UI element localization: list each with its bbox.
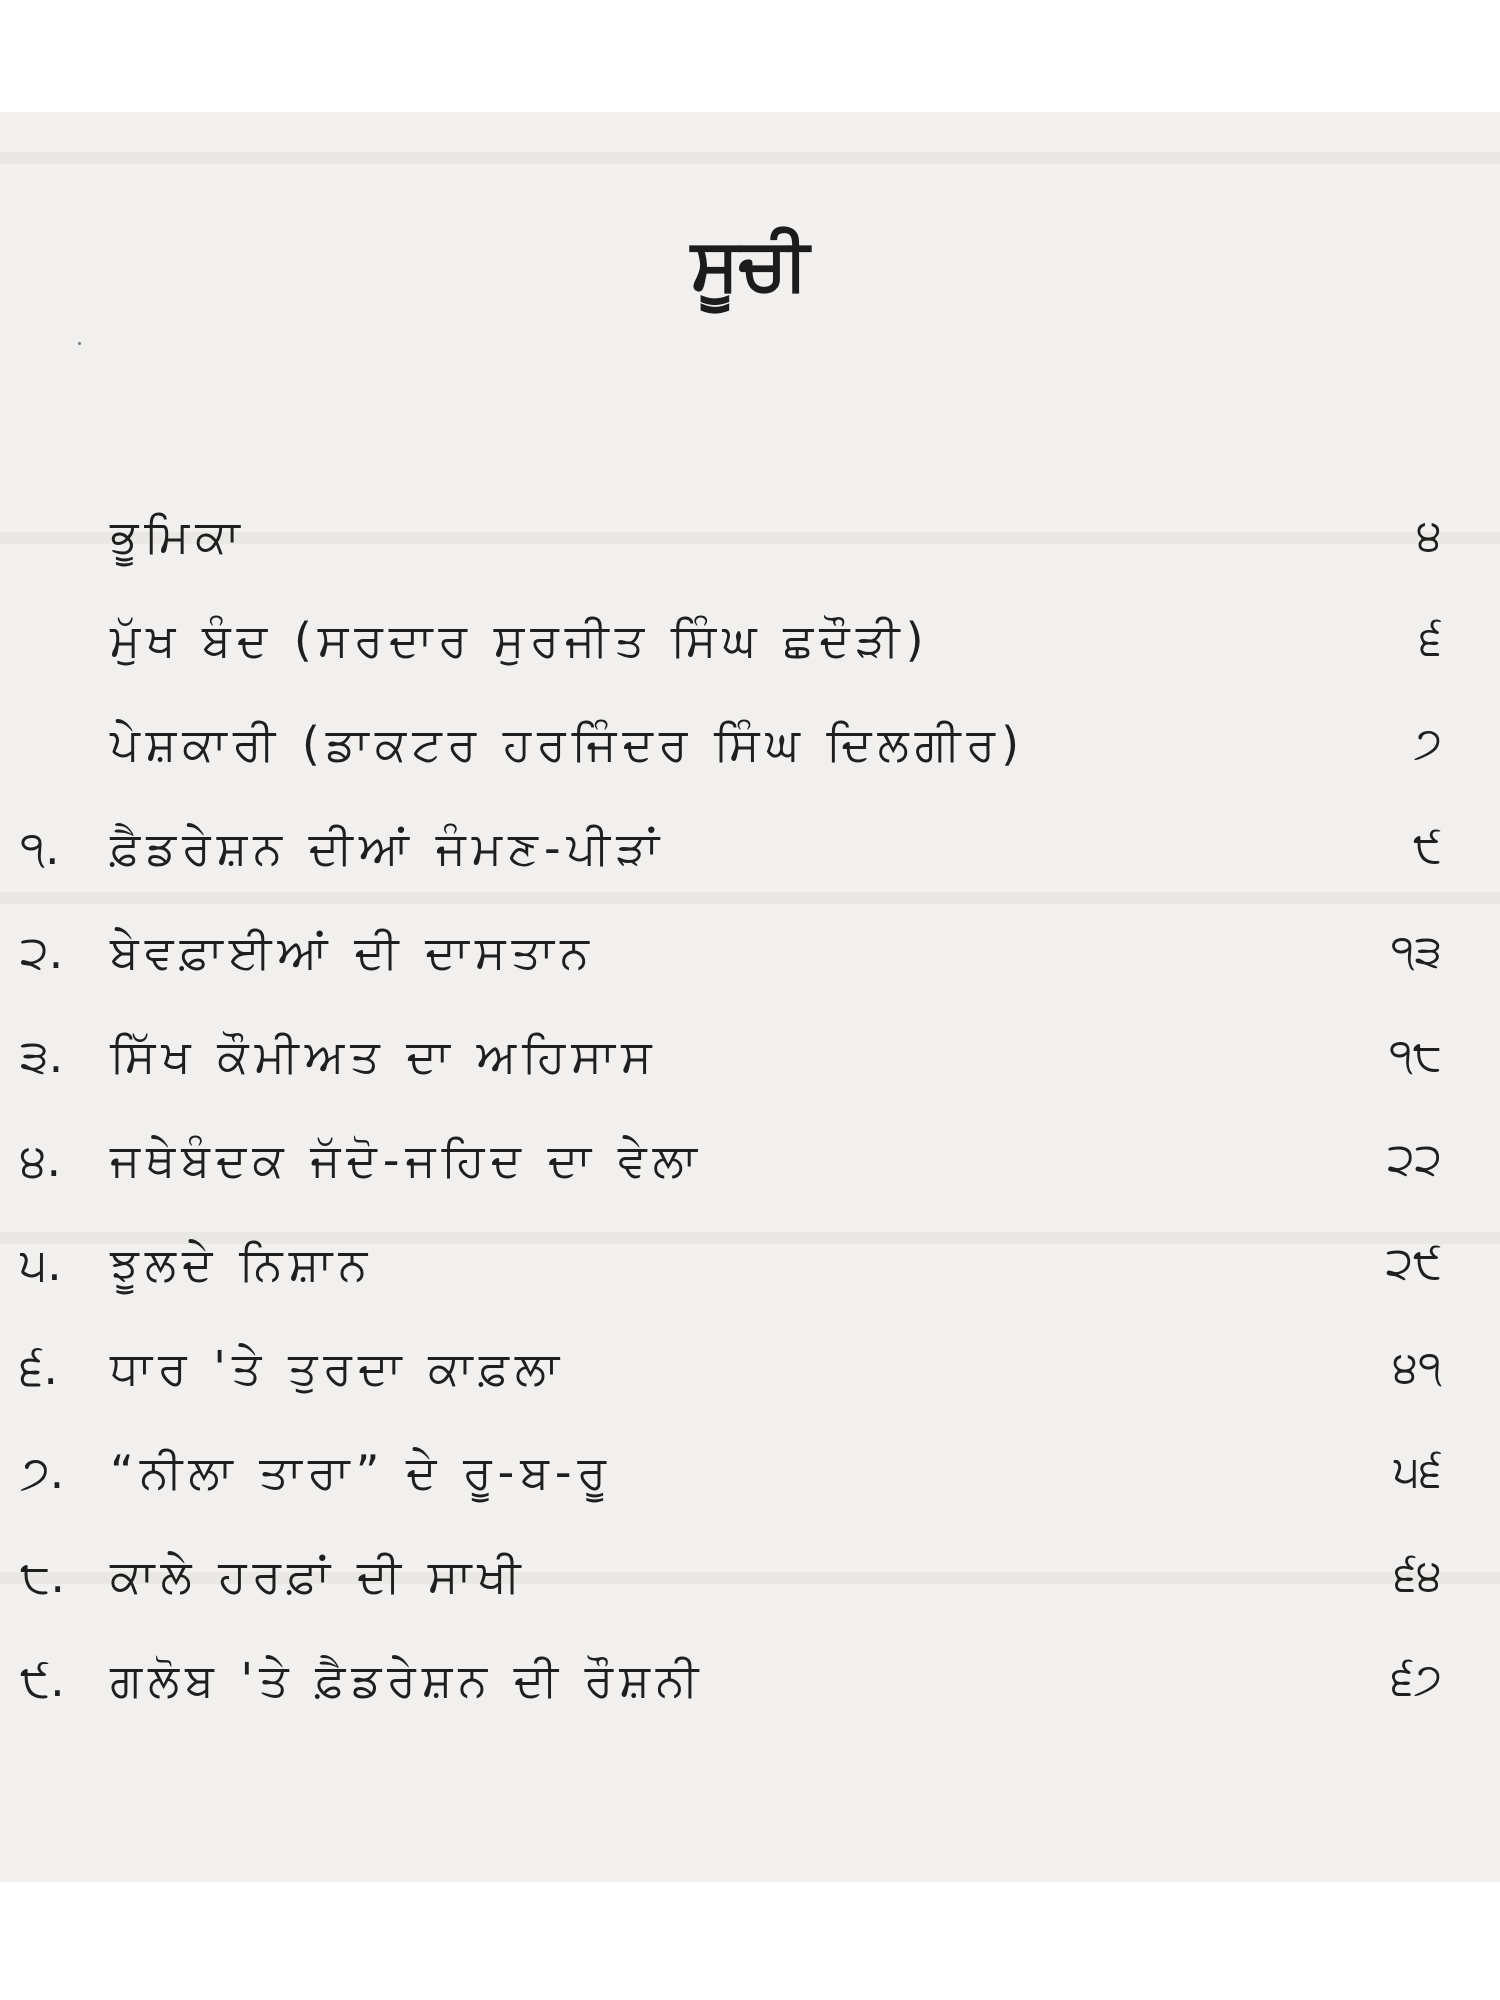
toc-entry-number: ੩. [20, 1029, 64, 1083]
toc-entry-title: ਬੇਵਫ਼ਾਈਆਂ ਦੀ ਦਾਸਤਾਨ [110, 925, 595, 979]
toc-entry [0, 1432, 1500, 1512]
toc-entry-page: ੨੨ [1387, 1134, 1442, 1185]
toc-entry-title: ਝੂਲਦੇ ਨਿਸ਼ਾਨ [110, 1237, 374, 1291]
toc-entry-page: ੬੭ [1391, 1654, 1442, 1705]
toc-entry-number: ੫. [20, 1237, 62, 1291]
toc-entry-title: ਭੂਮਿਕਾ [110, 509, 246, 563]
toc-entry [0, 912, 1500, 992]
toc-entry-number: ੨. [20, 925, 64, 979]
toc-entry-number: ੯. [20, 1653, 65, 1707]
toc-entry-page: ੯ [1413, 822, 1442, 873]
toc-entry-page: ੭ [1413, 718, 1442, 769]
toc-entry-title: ਸਿੱਖ ਕੌਮੀਅਤ ਦਾ ਅਹਿਸਾਸ [110, 1029, 658, 1083]
toc-entry-page: ੪ [1416, 510, 1442, 561]
toc-entry [0, 1640, 1500, 1720]
toc-entry-number: ੪. [20, 1133, 62, 1187]
toc-entry-page: ੪੧ [1392, 1342, 1442, 1393]
toc-entry-number: ੧. [20, 821, 60, 875]
toc-entry [0, 1224, 1500, 1304]
toc-entry [0, 496, 1500, 576]
toc-entry-title: ਗਲੋਬ 'ਤੇ ਫ਼ੈਡਰੇਸ਼ਨ ਦੀ ਰੌਸ਼ਨੀ [110, 1653, 705, 1707]
toc-entry-title: ਕਾਲੇ ਹਰਫ਼ਾਂ ਦੀ ਸਾਖੀ [110, 1549, 527, 1603]
toc-entry [0, 1120, 1500, 1200]
toc-entry [0, 704, 1500, 784]
toc-entry-page: ੧੩ [1390, 926, 1442, 977]
toc-entry [0, 808, 1500, 888]
toc-entry [0, 1328, 1500, 1408]
toc-entry-number: ੬. [20, 1341, 59, 1395]
toc-entry-page: ੨੯ [1385, 1238, 1442, 1289]
toc-entry [0, 1016, 1500, 1096]
toc-entry-title: ਜਥੇਬੰਦਕ ਜੱਦੋ-ਜਹਿਦ ਦਾ ਵੇਲਾ [110, 1133, 703, 1187]
toc-entry-title: ਪੇਸ਼ਕਾਰੀ (ਡਾਕਟਰ ਹਰਜਿੰਦਰ ਸਿੰਘ ਦਿਲਗੀਰ) [110, 717, 1026, 771]
toc-entry-page: ੧੮ [1389, 1030, 1442, 1081]
toc-entry [0, 600, 1500, 680]
toc-entry-title: ਮੁੱਖ ਬੰਦ (ਸਰਦਾਰ ਸੁਰਜੀਤ ਸਿੰਘ ਛਦੌੜੀ) [110, 613, 930, 667]
toc-entry-page: ੬੪ [1394, 1550, 1442, 1601]
toc-entry-page: ੫੬ [1393, 1446, 1442, 1497]
page-title: ਸੂਚੀ [690, 222, 810, 306]
toc-entry [0, 1536, 1500, 1616]
toc-entry-title: ਫ਼ੈਡਰੇਸ਼ਨ ਦੀਆਂ ਜੰਮਣ-ਪੀੜਾਂ [110, 821, 666, 875]
toc-entry-number: ੭. [20, 1445, 65, 1499]
toc-entry-page: ੬ [1419, 614, 1442, 665]
toc-entry-number: ੮. [20, 1549, 66, 1603]
toc-entry-title: ਧਾਰ 'ਤੇ ਤੁਰਦਾ ਕਾਫ਼ਲਾ [110, 1341, 566, 1395]
toc-entry-title: “ਨੀਲਾ ਤਾਰਾ” ਦੇ ਰੂ-ਬ-ਰੂ [110, 1445, 613, 1499]
